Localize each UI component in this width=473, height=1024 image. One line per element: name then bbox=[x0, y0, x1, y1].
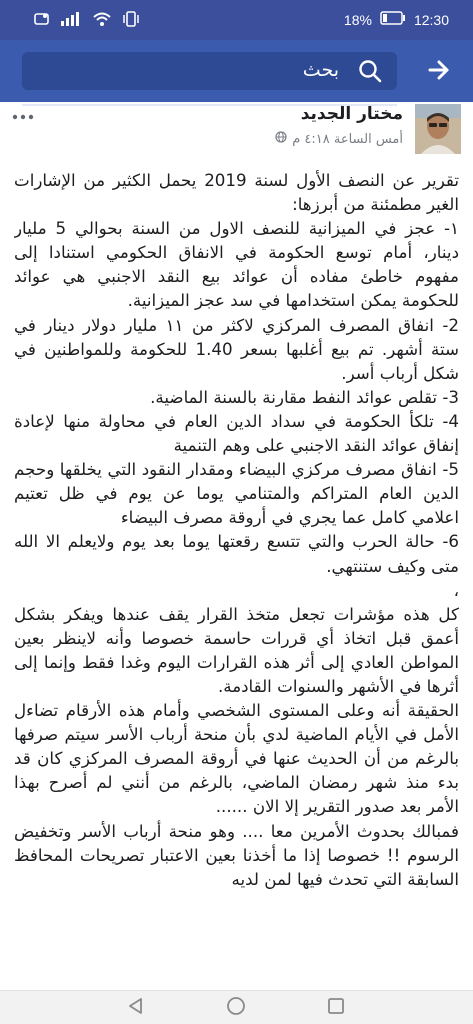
nav-recents-button[interactable] bbox=[316, 993, 356, 1023]
avatar[interactable] bbox=[415, 104, 461, 154]
post-time-text: أمس الساعة ٤:١٨ م bbox=[292, 131, 403, 147]
back-button[interactable] bbox=[419, 52, 459, 92]
search-input[interactable]: بحث bbox=[302, 59, 339, 81]
post-paragraph: 3- تقلص عوائد النفط مقارنة بالسنة الماضية. bbox=[150, 386, 459, 407]
post-paragraph: ١- عجز في الميزانية للنصف الاول من السنة بحوالي 5 مليار دينار، أمام توسع الحكومة في الانفاق الحكومي استنادا إلى مفهوم خاطئ مفاده أن عوائد بيع النقد الاجنبي هي عوائد للحكومة يمكن استخدامها في سد عجز الميزانية. bbox=[14, 218, 459, 311]
battery-percent: 18% bbox=[343, 11, 372, 28]
triangle-back-icon bbox=[126, 996, 146, 1020]
status-bar bbox=[0, 0, 473, 40]
post-paragraph: الحقيقة أنه وعلى المستوى الشخصي وأمام هذه الأرقام تضاءل الأمل في الأيام الماضية لدي بأن منحة أرباب الأسر سيتم صرفها بالرغم من أن الحديث عنها في أروقة المصرف المركزي كان قد بدء منذ شهر رمضان الماضي، بالرغم من أنني لم أصرح بهذا الأمر بعد صدور التقرير إلا الان ...... bbox=[14, 700, 459, 817]
post-paragraph: تقرير عن النصف الأول لسنة 2019 يحمل الكثير من الإشارات الغير مطمئنة من أبرزها: bbox=[14, 170, 459, 215]
battery-icon bbox=[380, 11, 406, 28]
arrow-right-icon bbox=[428, 60, 450, 84]
more-options-button[interactable] bbox=[12, 102, 34, 127]
circle-home-icon bbox=[225, 995, 247, 1021]
post-text bbox=[14, 168, 459, 994]
notification-icon bbox=[34, 12, 50, 29]
nav-back-button[interactable] bbox=[116, 993, 156, 1023]
post-header bbox=[0, 102, 473, 158]
more-icon bbox=[12, 102, 34, 127]
wifi-icon bbox=[92, 11, 112, 30]
search-box[interactable] bbox=[22, 52, 397, 90]
post-paragraph: 5- انفاق مصرف مركزي البيضاء ومقدار النقود التي يخلقها وحجم الدين العام المتراكم والمتنامي يوما عن يوم في ظل تعتيم اعلامي كامل عما يجري في أروقة مصرف البيضاء bbox=[14, 459, 459, 528]
post-paragraph: فمبالك بحدوث الأمرين معا .... وهو منحة أرباب الأسر وتخفيض الرسوم !! خصوصا إذا ما أخذنا بعين الاعتبار تصريحات المحافظ السابقة التي تحدث فيها لمن لديه bbox=[14, 820, 459, 889]
post-timestamp bbox=[275, 131, 403, 147]
signal-icon bbox=[60, 11, 82, 30]
status-left-icons bbox=[34, 11, 140, 30]
post-paragraph: 2- انفاق المصرف المركزي لاكثر من ١١ مليار دولار دينار في ستة أشهر. تم بيع أغلبها بسعر 1.40 للحكومة وللمواطنين في شكل أرباب أسر. bbox=[14, 314, 459, 383]
search-icon bbox=[357, 58, 383, 88]
system-nav-bar bbox=[0, 990, 473, 1024]
square-recents-icon bbox=[326, 996, 346, 1020]
nav-home-button[interactable] bbox=[216, 993, 256, 1023]
post-paragraph: 6- حالة الحرب والتي تتسع رقعتها يوما بعد يوم ولايعلم الا الله متى وكيف ستنتهي. bbox=[14, 531, 459, 576]
post-author[interactable]: مختار الجديد bbox=[300, 104, 403, 124]
post-paragraph: ، bbox=[453, 579, 459, 600]
status-right-info bbox=[344, 11, 449, 28]
clock: 12:30 bbox=[413, 11, 449, 28]
post-paragraph: كل هذه مؤشرات تجعل متخذ القرار يقف عندها ويفكر بشكل أعمق قبل اتخاذ أي قررات حاسمة خصوصا وأنه لاينظر بعين المواطن العادي إلى أثر هذه القرارات اليوم وغدا فقط وإنما إلى أثرها في الأشهر والسنوات القادمة. bbox=[14, 603, 459, 696]
globe-icon bbox=[275, 131, 287, 147]
vibrate-icon bbox=[122, 11, 140, 30]
search-header bbox=[0, 40, 473, 102]
post-paragraph: 4- تلكأ الحكومة في سداد الدين العام في محاولة منها لإعادة إنفاق عوائد النقد الاجنبي على وهم التنمية bbox=[14, 410, 459, 456]
